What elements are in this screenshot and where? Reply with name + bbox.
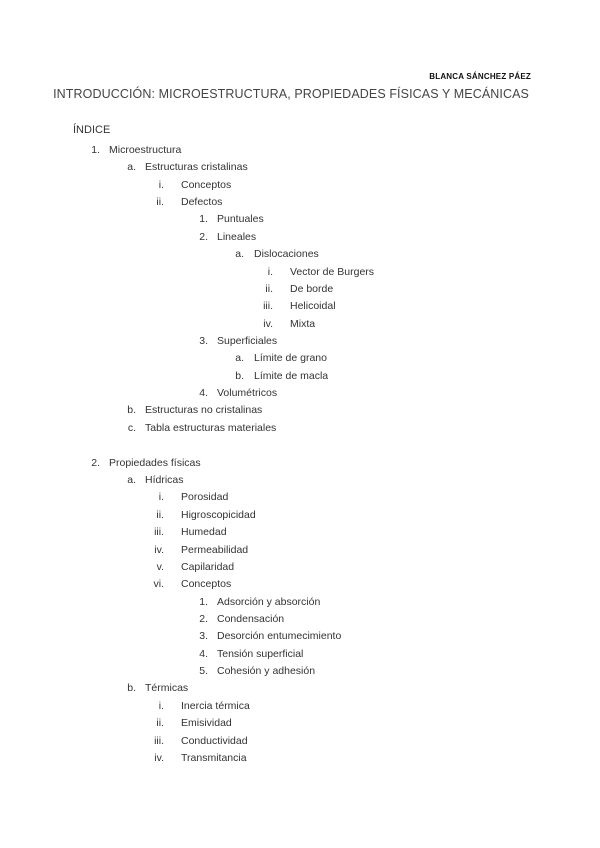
toc-entry-number: a.: [127, 474, 136, 486]
toc-entry: [0, 403, 600, 417]
toc-entry-text: De borde: [290, 283, 334, 295]
toc-entry-text: Estructuras no cristalinas: [145, 404, 263, 416]
document-title: INTRODUCCIÓN: MICROESTRUCTURA, PROPIEDADES FÍSICAS Y MECÁNICAS: [53, 87, 529, 101]
toc-entry-number: i.: [158, 179, 164, 191]
toc-entry: [0, 160, 600, 174]
toc-entry: [0, 421, 600, 435]
toc-entry-text: Límite de macla: [254, 370, 329, 382]
toc-entry-number: ii.: [156, 196, 164, 208]
toc-entry: [0, 612, 600, 626]
toc-entry-text: Porosidad: [181, 491, 229, 503]
toc-entry-number: v.: [156, 561, 164, 573]
toc-entry: [0, 577, 600, 591]
toc-entry: [0, 369, 600, 383]
toc-entry-number: 2.: [91, 457, 100, 469]
toc-entry: [0, 525, 600, 539]
toc-entry: [0, 508, 600, 522]
toc-entry-text: Transmitancia: [181, 752, 247, 764]
toc-entry-text: Volumétricos: [217, 387, 278, 399]
toc-entry-text: Cohesión y adhesión: [217, 665, 316, 677]
toc-entry: [0, 334, 600, 348]
toc-entry: [0, 299, 600, 313]
toc-entry-number: i.: [158, 491, 164, 503]
toc-entry-text: Propiedades físicas: [109, 457, 201, 469]
toc-entry-number: iii.: [263, 300, 273, 312]
toc-entry-text: Helicoidal: [290, 300, 336, 312]
toc-entry: [0, 212, 600, 226]
toc-entry-text: Higroscopicidad: [181, 509, 256, 521]
toc-entry-number: 2.: [199, 231, 208, 243]
toc-entry-text: Dislocaciones: [254, 248, 319, 260]
toc-entry-text: Tensión superficial: [217, 648, 304, 660]
toc-entry: [0, 195, 600, 209]
toc-entry-number: iii.: [154, 735, 164, 747]
toc-entry-text: Humedad: [181, 526, 227, 538]
toc-entry-number: ii.: [156, 509, 164, 521]
toc-entry-text: Lineales: [217, 231, 257, 243]
toc-entry: [0, 560, 600, 574]
toc-entry-number: ii.: [156, 717, 164, 729]
toc-entry-text: Superficiales: [217, 335, 278, 347]
toc-entry-text: Vector de Burgers: [290, 266, 375, 278]
toc-entry-number: c.: [127, 422, 136, 434]
toc-entry: [0, 543, 600, 557]
toc-entry-text: Adsorción y absorción: [217, 596, 321, 608]
toc-entry-text: Defectos: [181, 196, 223, 208]
toc-entry: [0, 699, 600, 713]
toc-entry-number: iv.: [154, 544, 164, 556]
toc-entry: [0, 734, 600, 748]
toc-entry: [0, 647, 600, 661]
toc-entry: [0, 751, 600, 765]
toc-entry: [0, 595, 600, 609]
toc-entry-text: Tabla estructuras materiales: [145, 422, 277, 434]
toc-entry-text: Desorción entumecimiento: [217, 630, 342, 642]
toc-entry-text: Térmicas: [145, 682, 189, 694]
toc-entry: [0, 629, 600, 643]
toc-entry-number: 1.: [199, 596, 208, 608]
toc-entry-text: Conceptos: [181, 179, 232, 191]
toc-entry-number: 1.: [199, 213, 208, 225]
toc-entry: [0, 456, 600, 470]
toc-entry: [0, 664, 600, 678]
toc-entry: [0, 473, 600, 487]
toc-entry-text: Capilaridad: [181, 561, 235, 573]
toc-entry-number: b.: [127, 682, 136, 694]
toc-entry-text: Mixta: [290, 318, 316, 330]
toc-entry-number: 3.: [199, 630, 208, 642]
toc-entry-number: 5.: [199, 665, 208, 677]
author-name: BLANCA SÁNCHEZ PÁEZ: [429, 72, 531, 81]
toc-entry-text: Inercia térmica: [181, 700, 250, 712]
index-heading: ÍNDICE: [73, 124, 111, 136]
toc-entry: [0, 681, 600, 695]
toc-entry-text: Límite de grano: [254, 352, 327, 364]
toc-entry-text: Emisividad: [181, 717, 232, 729]
toc-entry: [0, 143, 600, 157]
toc-entry-number: iv.: [263, 318, 273, 330]
toc-entry-text: Microestructura: [109, 144, 182, 156]
toc-entry-number: 4.: [199, 387, 208, 399]
toc-entry-text: Puntuales: [217, 213, 264, 225]
toc-entry-text: Permeabilidad: [181, 544, 249, 556]
toc-entry: [0, 716, 600, 730]
toc-entry-number: ii.: [265, 283, 273, 295]
toc-entry: [0, 282, 600, 296]
toc-entry-number: 3.: [199, 335, 208, 347]
toc-entry-text: Estructuras cristalinas: [145, 161, 248, 173]
toc-entry-text: Condensación: [217, 613, 285, 625]
toc-entry-text: Hídricas: [145, 474, 184, 486]
toc-entry-number: a.: [235, 352, 244, 364]
toc-entry-number: i.: [158, 700, 164, 712]
toc-entry: [0, 317, 600, 331]
toc-entry: [0, 178, 600, 192]
toc-entry: [0, 230, 600, 244]
toc-entry-number: i.: [267, 266, 273, 278]
toc-entry-number: iii.: [154, 526, 164, 538]
toc-entry-number: 2.: [199, 613, 208, 625]
toc-entry-number: 1.: [91, 144, 100, 156]
toc-entry-number: iv.: [154, 752, 164, 764]
toc-entry: [0, 351, 600, 365]
toc-entry-number: a.: [127, 161, 136, 173]
toc-entry-number: b.: [235, 370, 244, 382]
toc-entry-number: a.: [235, 248, 244, 260]
toc-entry: [0, 490, 600, 504]
toc-entry-number: 4.: [199, 648, 208, 660]
toc-entry-number: vi.: [153, 578, 164, 590]
toc-entry-text: Conceptos: [181, 578, 232, 590]
toc-entry: [0, 386, 600, 400]
toc-entry-number: b.: [127, 404, 136, 416]
toc-entry-text: Conductividad: [181, 735, 248, 747]
toc-entry: [0, 265, 600, 279]
toc-entry: [0, 247, 600, 261]
